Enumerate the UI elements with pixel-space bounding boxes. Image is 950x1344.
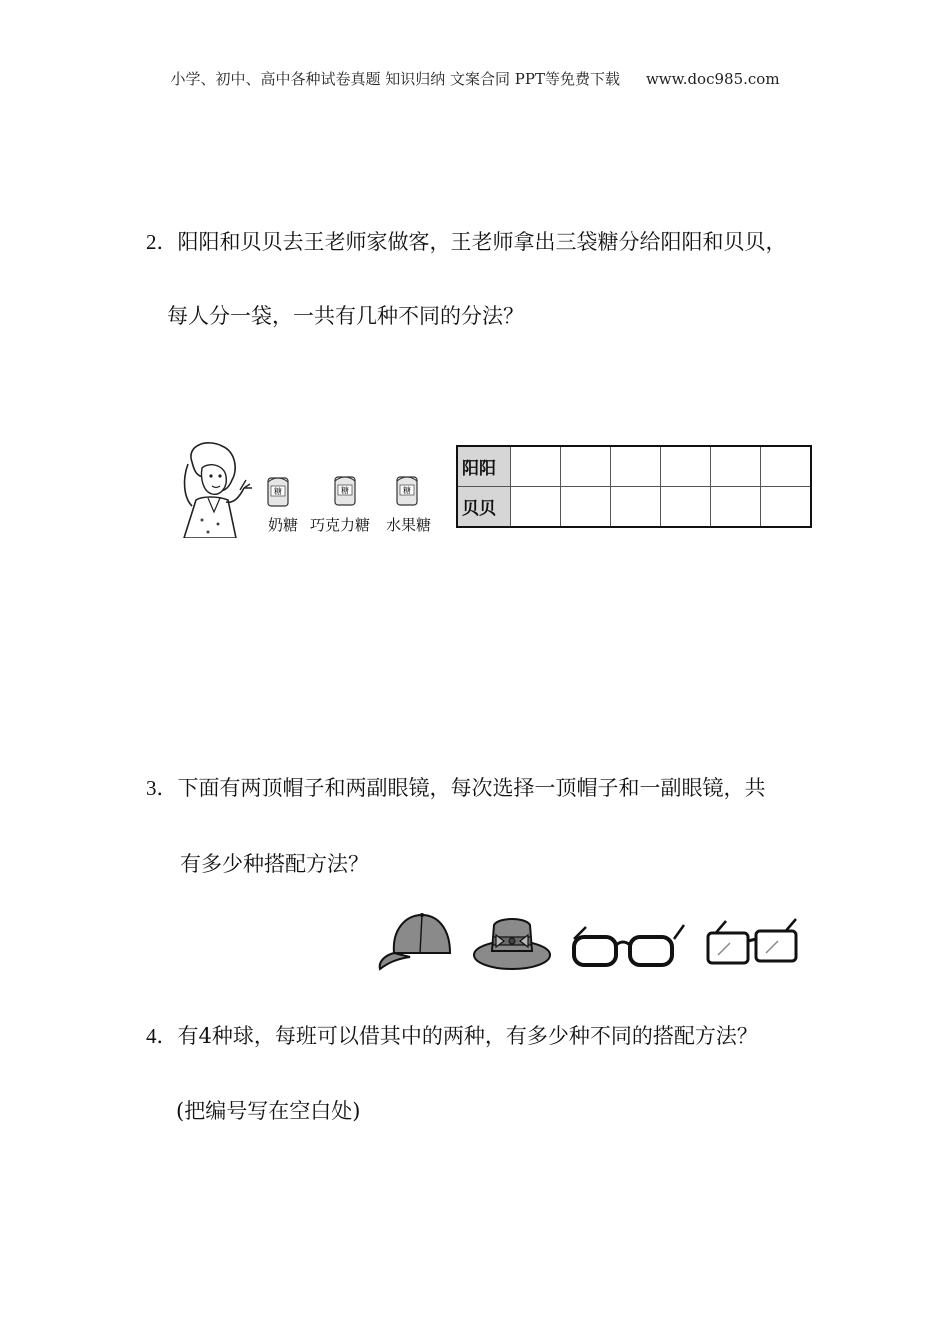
header-site: www.doc985.com [645,70,780,88]
answer-cell[interactable] [511,487,561,528]
header-text: 小学、初中、高中各种试卷真题 知识归纳 文案合同 PPT等免费下载 [170,70,620,88]
answer-cell[interactable] [611,487,661,528]
candy-label-2: 巧克力糖 [310,516,371,534]
question-4-text-1: 有4种球，每班可以借其中的两种，有多少种不同的搭配方法？ [177,1024,758,1048]
question-3-line-1 [146,772,766,802]
answer-cell[interactable] [661,487,711,528]
answer-cell[interactable] [761,446,812,487]
bow-hat-icon [474,919,550,969]
table-row-beibei [457,487,811,528]
question-4-number: 4． [146,1024,178,1048]
answer-cell[interactable] [511,446,561,487]
answer-cell[interactable] [711,487,761,528]
question-4-line-2: (把编号写在空白处) [176,1099,361,1123]
candy-illustration [178,440,440,538]
question-2-text-1: 阳阳和贝贝去王老师家做客，王老师拿出三袋糖分给阳阳和贝贝， [177,230,787,254]
answer-cell[interactable] [711,446,761,487]
table-row-yangyang [457,446,811,487]
candy-label-3: 水果糖 [386,516,432,534]
question-3-text-1: 下面有两顶帽子和两副眼镜，每次选择一顶帽子和一副眼镜，共 [177,776,766,800]
answer-cell[interactable] [561,446,611,487]
answer-cell[interactable] [611,446,661,487]
question-2-number: 2． [146,230,178,254]
hats-and-glasses [374,905,804,977]
answer-cell[interactable] [761,487,812,528]
question-2-line-2: 每人分一袋，一共有几种不同的分法？ [167,304,524,328]
answer-cell[interactable] [661,446,711,487]
bag-1-text: 糖 [274,487,282,496]
black-glasses-icon [574,925,684,965]
answer-cell[interactable] [561,487,611,528]
distribution-table [456,445,812,528]
row-label-yangyang: 阳阳 [457,446,511,487]
question-4-line-1 [146,1020,758,1050]
question-2-line-1 [146,226,787,256]
bag-3-text: 糖 [403,486,411,495]
candy-label-1: 奶糖 [268,516,299,534]
baseball-cap-icon [380,913,450,969]
row-label-beibei: 贝贝 [457,487,511,528]
clear-glasses-icon [708,919,796,963]
bag-2-text: 糖 [341,486,349,495]
question-3-number: 3． [146,776,178,800]
page-header [0,68,950,89]
question-3-line-2: 有多少种搭配方法？ [180,852,369,876]
